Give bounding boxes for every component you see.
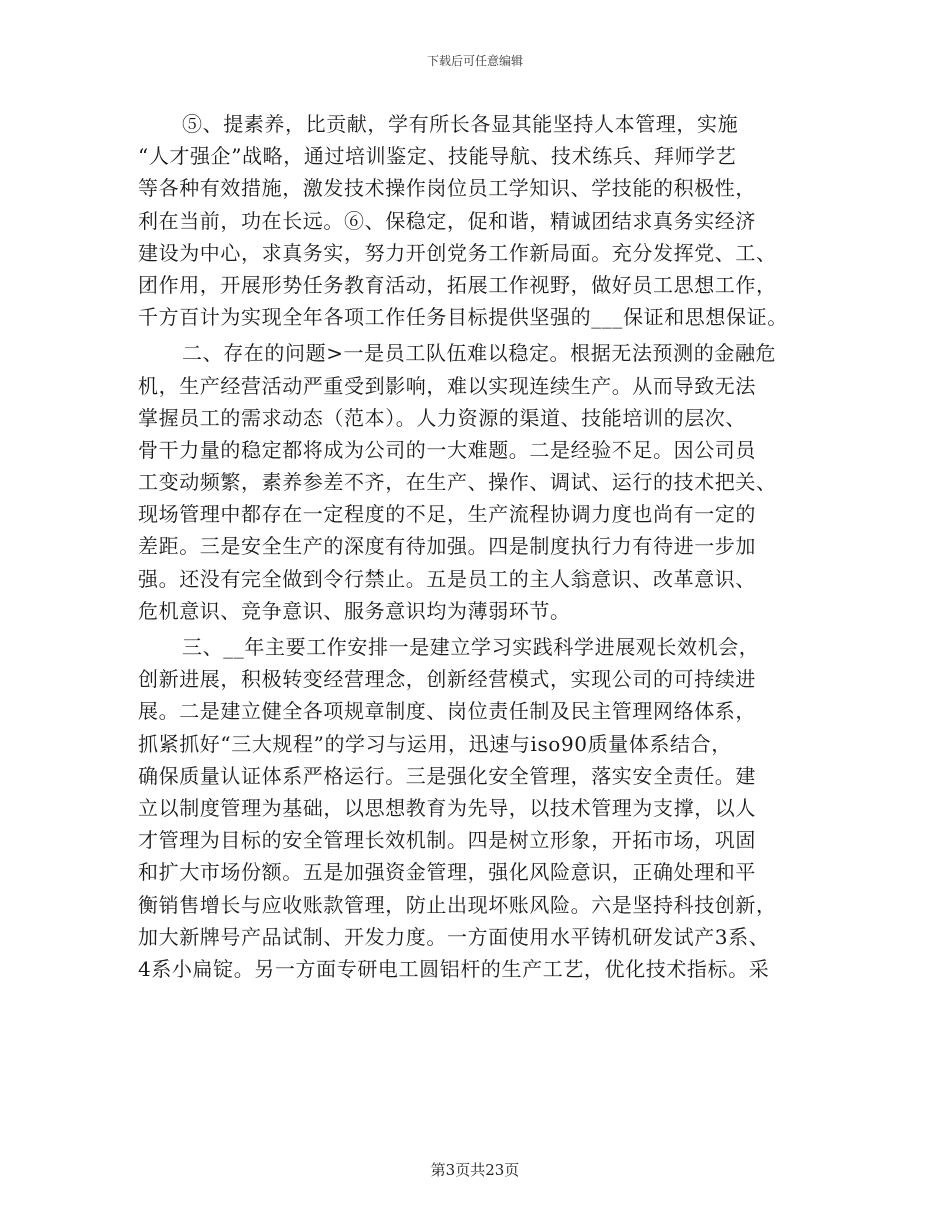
text-line: 千方百计为实现全年各项工作任务目标提供坚强的___保证和思想保证。 [138, 305, 788, 330]
text-line: 等各种有效措施，激发技术操作岗位员工学知识、学技能的积极性， [138, 176, 756, 201]
text-line: 衡销售增长与应收账款管理，防止出现坏账风险。六是坚持科技创新， [138, 892, 777, 917]
text-line: 团作用，开展形势任务教育活动，拓展工作视野，做好员工思想工作， [138, 272, 777, 297]
text-line: 加大新牌号产品试制、开发力度。一方面使用水平铸机研发试产3系、 [138, 924, 770, 949]
text-line: 建设为中心，求真务实，努力开创党务工作新局面。充分发挥党、工、 [138, 240, 777, 265]
text-line: 4系小扁锭。另一方面专研电工圆铝杆的生产工艺，优化技术指标。采 [138, 956, 770, 981]
text-line: 才管理为目标的安全管理长效机制。四是树立形象，开拓市场，巩固 [138, 828, 756, 853]
text-line: 确保质量认证体系严格运行。三是强化安全管理，落实安全责任。建 [138, 763, 756, 788]
paragraph [138, 631, 818, 985]
text-line: 危机意识、竞争意识、服务意识均为薄弱环节。 [138, 598, 571, 623]
page-number: 第3页共23页 [430, 1161, 520, 1179]
text-line: 立以制度管理为基础，以思想教育为先导，以技术管理为支撑，以人 [138, 795, 756, 820]
paragraph [138, 108, 818, 333]
document-body [138, 108, 818, 985]
text-line: 工变动频繁，素养参差不齐，在生产、操作、调试、运行的技术把关、 [138, 470, 777, 495]
text-line: 掌握员工的需求动态（范本）。人力资源的渠道、技能培训的层次、 [138, 405, 746, 430]
paragraph [138, 337, 818, 627]
text-line: 差距。三是安全生产的深度有待加强。四是制度执行力有待进一步加 [138, 534, 756, 559]
text-line: 现场管理中都存在一定程度的不足，生产流程协调力度也尚有一定的 [138, 502, 756, 527]
text-line: ⑤、提素养，比贡献，学有所长各显其能坚持人本管理，实施 [182, 112, 739, 136]
page-header-note: 下载后可任意编辑 [426, 54, 523, 68]
text-line: 展。二是建立健全各项规章制度、岗位责任制及民主管理网络体系， [138, 699, 756, 724]
text-line: 强。还没有完全做到令行禁止。五是员工的主人翁意识、改革意识、 [138, 566, 756, 591]
text-line: 和扩大市场份额。五是加强资金管理，强化风险意识，正确处理和平 [138, 860, 756, 885]
text-line: 创新进展，积极转变经营理念，创新经营模式，实现公司的可持续进 [138, 667, 756, 692]
text-line: 抓紧抓好“三大规程”的学习与运用，迅速与iso90质量体系结合， [138, 731, 732, 756]
text-line: 二、存在的问题>一是员工队伍难以稳定。根据无法预测的金融危 [182, 341, 777, 366]
text-line: 三、__年主要工作安排一是建立学习实践科学进展观长效机会， [182, 635, 760, 659]
text-line: 机，生产经营活动严重受到影响，难以实现连续生产。从而导致无法 [138, 373, 756, 398]
text-line: 利在当前，功在长远。⑥、保稳定，促和谐，精诚团结求真务实经济 [138, 208, 756, 233]
text-line: “人才强企”战略，通过培训鉴定、技能导航、技术练兵、拜师学艺 [138, 144, 737, 169]
text-line: 骨干力量的稳定都将成为公司的一大难题。二是经验不足。因公司员 [138, 437, 756, 462]
